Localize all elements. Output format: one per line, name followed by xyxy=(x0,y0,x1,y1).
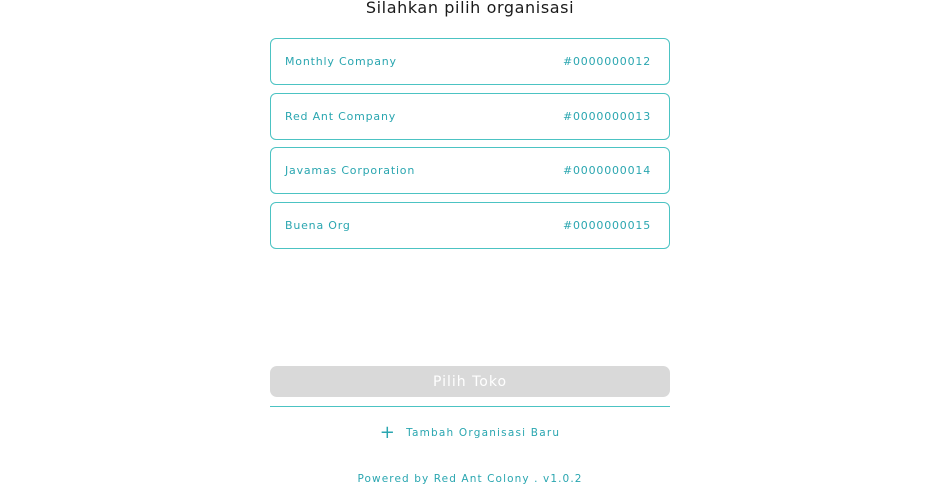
page-title: Silahkan pilih organisasi xyxy=(365,0,575,17)
organization-id: #0000000013 xyxy=(562,109,651,123)
organization-item[interactable] xyxy=(270,93,670,140)
organization-name: Monthly Company xyxy=(285,55,397,68)
organization-item[interactable] xyxy=(270,147,670,194)
organization-item[interactable] xyxy=(270,202,670,249)
divider xyxy=(270,406,670,407)
organization-name: Javamas Corporation xyxy=(285,164,416,177)
add-organization-label: Tambah Organisasi Baru xyxy=(406,427,561,439)
organization-name: Buena Org xyxy=(285,218,351,232)
organization-id: #0000000015 xyxy=(562,218,651,232)
footer-text: Powered by Red Ant Colony . v1.0.2 xyxy=(357,473,583,485)
organization-id: #0000000012 xyxy=(562,55,651,68)
organization-id: #0000000014 xyxy=(562,164,651,177)
pilih-toko-button[interactable]: Pilih Toko xyxy=(270,366,670,397)
organization-name: Red Ant Company xyxy=(285,109,397,123)
organization-list xyxy=(270,38,670,256)
add-organization-button[interactable] xyxy=(0,424,940,442)
plus-icon: + xyxy=(379,422,397,443)
organization-item[interactable] xyxy=(270,38,670,85)
